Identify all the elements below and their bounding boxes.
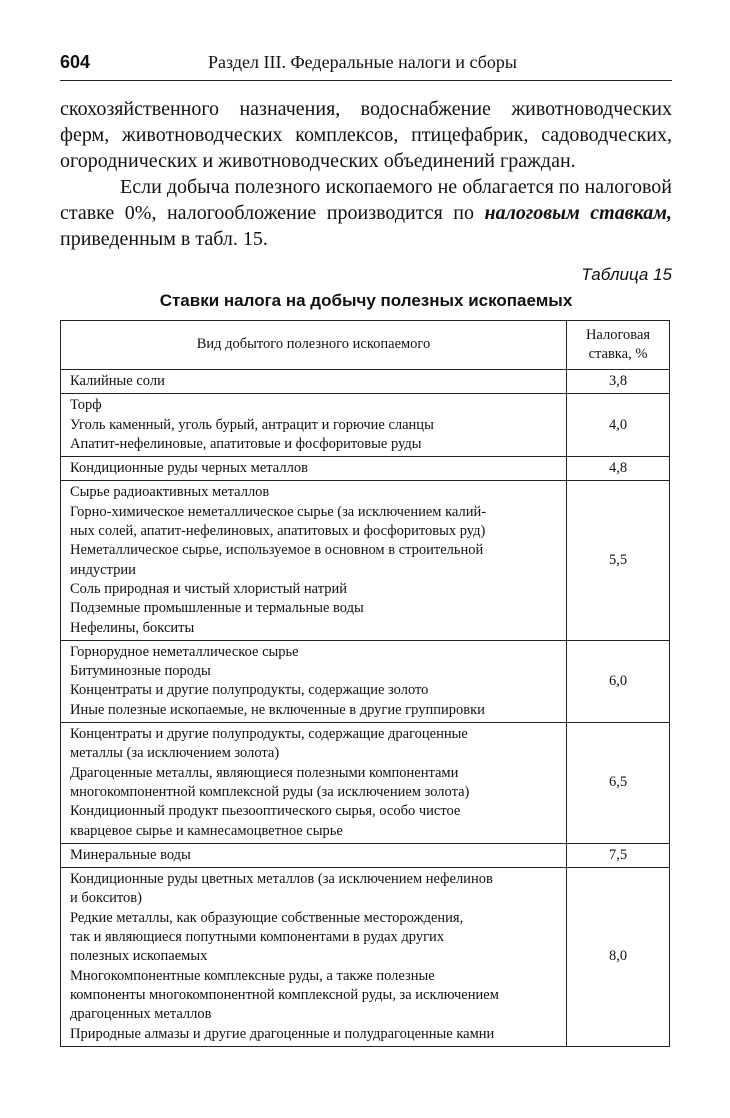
mineral-kind-line: Торф (70, 397, 102, 414)
table-label: Таблица 15 (581, 265, 672, 284)
table-row (61, 481, 670, 640)
table-title: Ставки налога на добычу полезных ископаемых (159, 291, 573, 310)
table-row (61, 868, 670, 1047)
mineral-kind-line: Кондиционные руды черных металлов (70, 460, 308, 477)
mineral-kind-line: Кондиционный продукт пьезооптического сырья, особо чистое (70, 803, 461, 820)
section-title: Раздел III. Федеральные налоги и сборы (208, 52, 517, 72)
page-header (60, 52, 670, 73)
mineral-kind-line: Драгоценные металлы, являющиеся полезными компонентами (70, 764, 459, 781)
table-row (61, 843, 670, 867)
mineral-kind-cell (61, 370, 567, 394)
paragraph-2-end: приведенным в табл. 15. (60, 228, 268, 250)
mineral-kind-line: Неметаллическое сырье, используемое в основном в строительной (70, 542, 484, 559)
mineral-kind-line: полезных ископаемых (70, 948, 208, 965)
tax-rate-cell: 7,5 (567, 843, 670, 867)
mineral-kind-cell (61, 843, 567, 867)
mineral-kind-line: Калийные соли (70, 373, 165, 389)
column-header-kind: Вид добытого полезного ископаемого (61, 321, 567, 370)
mineral-kind-line: Соль природная и чистый хлористый натрий (70, 580, 348, 597)
tax-rate-cell: 8,0 (567, 868, 670, 1047)
mineral-kind-line: и бокситов) (70, 890, 142, 907)
paragraph-2-text: Если добыча полезного ископаемого не облагается по налоговой ставке 0%, налогообложение производится по (60, 176, 672, 224)
mineral-kind-line: Многокомпонентные комплексные руды, а также полезные (70, 967, 435, 984)
tax-rate-cell: 5,5 (567, 481, 670, 640)
mineral-kind-line: Горнорудное неметаллическое сырье (70, 643, 299, 660)
mineral-kind-line: ных солей, апатит-нефелиновых, апатитовых и фосфоритовых руд) (70, 523, 486, 540)
tax-rate-cell: 3,8 (567, 370, 670, 394)
tax-rates-table (60, 320, 670, 1047)
mineral-kind-cell (61, 394, 567, 457)
mineral-kind-line: Подземные промышленные и термальные воды (70, 600, 364, 617)
mineral-kind-cell (61, 640, 567, 722)
mineral-kind-line: кварцевое сырье и камнесамоцветное сырье (70, 822, 343, 839)
mineral-kind-line: Сырье радиоактивных металлов (70, 484, 270, 501)
mineral-kind-line: Битуминозные породы (70, 663, 211, 680)
mineral-kind-line: Концентраты и другие полупродукты, содержащие драгоценные (70, 726, 468, 743)
mineral-kind-line: Минеральные воды (70, 846, 191, 863)
page-number: 604 (60, 52, 91, 72)
table-row (61, 640, 670, 722)
tax-rate-cell: 6,5 (567, 723, 670, 844)
table-row (61, 370, 670, 394)
mineral-kind-line: драгоценных металлов (70, 1006, 212, 1023)
column-header-rate (567, 321, 670, 370)
paragraph-2-emphasis: налоговым ставкам, (484, 202, 672, 224)
mineral-kind-line: индустрии (70, 561, 136, 578)
paragraph-1: скохозяйственного назначения, водоснабжение животноводческих ферм, животноводческих комплексов, птицефабрик, садоводческих, огороднических и животноводческих объединений граждан. (60, 98, 672, 172)
body-text (60, 96, 672, 252)
column-header-rate-line1: Налоговая (585, 326, 651, 343)
mineral-kind-cell (61, 457, 567, 481)
tax-rate-cell: 4,8 (567, 457, 670, 481)
mineral-kind-line: компоненты многокомпонентной комплексной руды, за исключением (70, 986, 499, 1003)
table-body (61, 370, 670, 1047)
paragraph-2 (60, 174, 672, 252)
mineral-kind-line: Уголь каменный, уголь бурый, антрацит и горючие сланцы (70, 416, 434, 433)
mineral-kind-line: Природные алмазы и другие драгоценные и полудрагоценные камни (70, 1025, 495, 1042)
mineral-kind-cell (61, 723, 567, 844)
mineral-kind-cell (61, 481, 567, 640)
mineral-kind-line: Редкие металлы, как образующие собственные месторождения, (70, 909, 464, 926)
mineral-kind-line: Кондиционные руды цветных металлов (за исключением нефелинов (70, 871, 493, 888)
mineral-kind-line: Концентраты и другие полупродукты, содержащие золото (70, 682, 429, 699)
column-header-rate-line2: ставка, % (588, 346, 648, 362)
mineral-kind-line: Иные полезные ископаемые, не включенные в другие группировки (70, 701, 485, 718)
header-rule (60, 80, 672, 81)
tax-rate-cell: 4,0 (567, 394, 670, 457)
mineral-kind-line: Апатит-нефелиновые, апатитовые и фосфоритовые руды (70, 435, 422, 452)
table-row (61, 457, 670, 481)
mineral-kind-line: металлы (за исключением золота) (70, 745, 280, 762)
table-row (61, 723, 670, 844)
tax-rate-cell: 6,0 (567, 640, 670, 722)
table-row (61, 394, 670, 457)
mineral-kind-cell (61, 868, 567, 1047)
mineral-kind-line: так и являющиеся попутными компонентами в рудах других (70, 929, 445, 946)
mineral-kind-line: многокомпонентной комплексной руды (за исключением золота) (70, 783, 470, 800)
mineral-kind-line: Горно-химическое неметаллическое сырье (за исключением калий- (70, 503, 487, 520)
table-header-row (61, 321, 670, 370)
mineral-kind-line: Нефелины, бокситы (70, 619, 195, 636)
